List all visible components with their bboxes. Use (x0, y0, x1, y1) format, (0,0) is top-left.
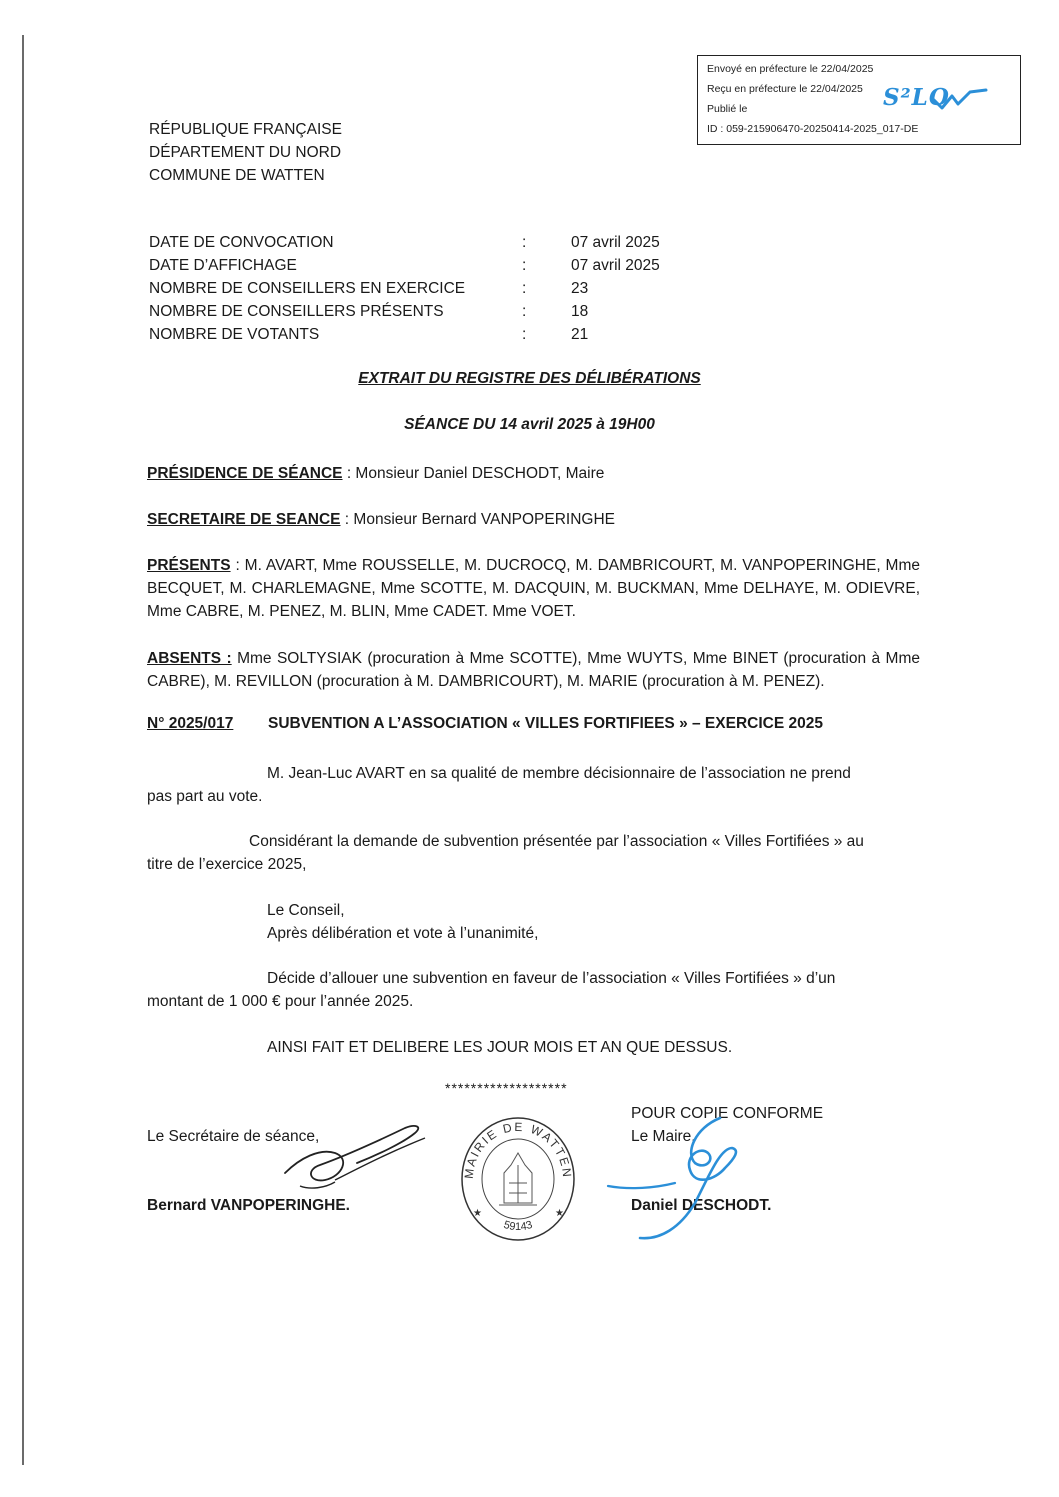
seal-star-icon: ★ (473, 1208, 482, 1219)
info-label: NOMBRE DE CONSEILLERS EN EXERCICE (149, 280, 466, 297)
absents-text: Mme SOLTYSIAK (procuration à Mme SCOTTE), Mme WUYTS, Mme BINET (procuration à Mme CABRE), M. REVILLON (procuration à M. DAMBRICOURT), M. MARIE (procuration à M. PENEZ). (147, 650, 920, 690)
info-colon: : (522, 303, 527, 320)
checkmark-icon (930, 86, 990, 112)
prefecture-stamp (697, 55, 1021, 145)
info-value: 07 avril 2025 (571, 257, 660, 274)
presents-paragraph (147, 554, 920, 623)
info-value: 23 (571, 280, 589, 297)
info-label: DATE DE CONVOCATION (149, 234, 334, 251)
stamp-published: Publié le (707, 103, 748, 115)
stamp-sent: Envoyé en préfecture le 22/04/2025 (707, 63, 874, 75)
absents-label: ABSENTS : (147, 650, 232, 667)
info-colon: : (522, 257, 527, 274)
deliberation-number: N° 2025/017 (147, 715, 234, 732)
seal-emblem-icon (499, 1153, 537, 1205)
mayor-name: Daniel DESCHODT. (631, 1197, 772, 1214)
info-colon: : (522, 280, 527, 297)
secretary-name: Bernard VANPOPERINGHE. (147, 1197, 350, 1214)
seal-top-text: MAIRIE DE WATTEN (461, 1119, 575, 1180)
stamp-initials: S²LO (883, 84, 950, 111)
svg-text:59143 (502, 1219, 534, 1233)
deliberation-subject: SUBVENTION A L’ASSOCIATION « VILLES FORTIFIEES » – EXERCICE 2025 (268, 715, 823, 732)
info-label: NOMBRE DE VOTANTS (149, 326, 320, 343)
deliberation-heading (147, 715, 823, 733)
info-label: DATE D’AFFICHAGE (149, 257, 297, 274)
header-commune: COMMUNE DE WATTEN (149, 167, 325, 184)
secretaire-text: : Monsieur Bernard VANPOPERINGHE (340, 511, 615, 528)
header-department: DÉPARTEMENT DU NORD (149, 144, 342, 161)
secretary-title: Le Secrétaire de séance, (147, 1128, 320, 1145)
body-closing: AINSI FAIT ET DELIBERE LES JOUR MOIS ET AN QUE DESSUS. (267, 1039, 733, 1056)
copy-conforme: POUR COPIE CONFORME (631, 1105, 824, 1122)
body-p1-first: M. Jean-Luc AVART en sa qualité de membre décisionnaire de l’association ne prend (267, 765, 851, 782)
presidence-label: PRÉSIDENCE DE SÉANCE (147, 465, 343, 482)
issuer-header (149, 118, 342, 187)
extract-title: EXTRAIT DU REGISTRE DES DÉLIBÉRATIONS (358, 370, 701, 387)
stamp-received: Reçu en préfecture le 22/04/2025 (707, 83, 863, 95)
body-p2-first: Considérant la demande de subvention présentée par l’association « Villes Fortifiées » au (249, 833, 864, 850)
body-p1-rest: pas part au vote. (147, 788, 263, 805)
info-value: 18 (571, 303, 589, 320)
secretaire-line (147, 508, 615, 531)
body-p3-first: Décide d’allouer une subvention en faveur de l’association « Villes Fortifiées » d’un (267, 970, 836, 987)
presidence-text: : Monsieur Daniel DESCHODT, Maire (342, 465, 605, 482)
presidence-line (147, 462, 604, 485)
info-value: 21 (571, 326, 589, 343)
secretaire-label: SECRETAIRE DE SEANCE (147, 511, 341, 528)
header-republic: RÉPUBLIQUE FRANÇAISE (149, 121, 342, 138)
presents-text: : M. AVART, Mme ROUSSELLE, M. DUCROCQ, M. DAMBRICOURT, M. VANPOPERINGHE, Mme BECQUET, M. CHARLEMAGNE, Mme SCOTTE, M. DACQUIN, M. BUCKMAN, Mme DELHAYE, M. ODIEVRE, Mme CABRE, M. PENEZ, M. BLIN, Mme CADET. Mme VOET. (147, 557, 920, 620)
stamp-id: ID : 059-215906470-20250414-2025_017-DE (707, 123, 919, 135)
seal-star-icon: ★ (555, 1208, 564, 1219)
info-value: 07 avril 2025 (571, 234, 660, 251)
info-colon: : (522, 326, 527, 343)
town-seal (459, 1113, 577, 1243)
mayor-signature (600, 1108, 760, 1248)
seal-code: 59143 (502, 1218, 534, 1234)
info-label: NOMBRE DE CONSEILLERS PRÉSENTS (149, 303, 444, 320)
secretary-signature (275, 1118, 435, 1198)
info-colon: : (522, 234, 527, 251)
body-p2-rest: titre de l’exercice 2025, (147, 856, 307, 873)
mayor-title: Le Maire, (631, 1128, 696, 1145)
body-vote: Après délibération et vote à l’unanimité, (267, 925, 539, 942)
absents-paragraph (147, 647, 920, 693)
body-p3-rest: montant de 1 000 € pour l’année 2025. (147, 993, 414, 1010)
session-title: SÉANCE DU 14 avril 2025 à 19H00 (404, 416, 655, 433)
body-conseil: Le Conseil, (267, 902, 345, 919)
presents-label: PRÉSENTS (147, 557, 231, 574)
separator-stars: ******************* (445, 1080, 568, 1096)
scan-edge-line (22, 35, 24, 1465)
